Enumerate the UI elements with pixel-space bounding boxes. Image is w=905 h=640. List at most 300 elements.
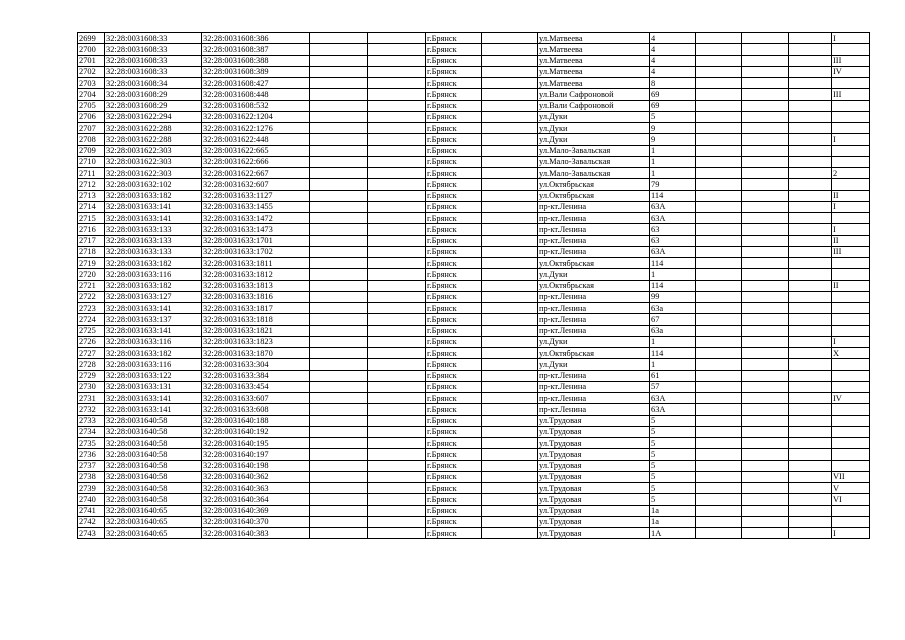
blank-cell-c (482, 100, 538, 111)
table-row (78, 201, 870, 212)
blank-cell-c (482, 280, 538, 291)
house-number-cell: 4 (650, 66, 696, 77)
blank-cell-d (696, 314, 742, 325)
room-number-cell (832, 449, 870, 460)
property-register-table (77, 32, 870, 539)
house-number-cell: 67 (650, 314, 696, 325)
blank-cell-d (696, 66, 742, 77)
blank-cell-c (482, 404, 538, 415)
room-number-cell: II (832, 190, 870, 201)
land-cadastral-number-cell: 32:28:0031633:182 (105, 258, 202, 269)
land-cadastral-number-cell: 32:28:0031640:65 (105, 505, 202, 516)
blank-cell-e (742, 66, 789, 77)
blank-cell-c (482, 246, 538, 257)
blank-cell-a (310, 348, 368, 359)
street-cell: пр-кт.Ленина (538, 224, 650, 235)
object-cadastral-number-cell: 32:28:0031640:363 (202, 483, 310, 494)
land-cadastral-number-cell: 32:28:0031633:127 (105, 291, 202, 302)
row-number-cell: 2701 (78, 55, 105, 66)
room-number-cell (832, 291, 870, 302)
blank-cell-a (310, 179, 368, 190)
street-cell: ул.Дуки (538, 269, 650, 280)
object-cadastral-number-cell: 32:28:0031633:1473 (202, 224, 310, 235)
table-row (78, 33, 870, 44)
blank-cell-f (789, 359, 832, 370)
blank-cell-b (368, 505, 426, 516)
blank-cell-b (368, 55, 426, 66)
blank-cell-e (742, 471, 789, 482)
blank-cell-e (742, 55, 789, 66)
blank-cell-d (696, 168, 742, 179)
city-cell: г.Брянск (426, 44, 482, 55)
blank-cell-f (789, 516, 832, 527)
row-number-cell: 2735 (78, 438, 105, 449)
blank-cell-f (789, 123, 832, 134)
house-number-cell: 4 (650, 44, 696, 55)
house-number-cell: 63А (650, 201, 696, 212)
city-cell: г.Брянск (426, 235, 482, 246)
blank-cell-e (742, 314, 789, 325)
blank-cell-e (742, 483, 789, 494)
object-cadastral-number-cell: 32:28:0031633:1816 (202, 291, 310, 302)
street-cell: ул.Матвеева (538, 55, 650, 66)
street-cell: пр-кт.Ленина (538, 393, 650, 404)
blank-cell-d (696, 100, 742, 111)
blank-cell-c (482, 471, 538, 482)
blank-cell-d (696, 348, 742, 359)
blank-cell-e (742, 224, 789, 235)
blank-cell-b (368, 246, 426, 257)
row-number-cell: 2724 (78, 314, 105, 325)
blank-cell-f (789, 336, 832, 347)
blank-cell-f (789, 381, 832, 392)
blank-cell-a (310, 168, 368, 179)
blank-cell-a (310, 235, 368, 246)
house-number-cell: 8 (650, 78, 696, 89)
land-cadastral-number-cell: 32:28:0031633:116 (105, 336, 202, 347)
house-number-cell: 5 (650, 415, 696, 426)
house-number-cell: 5 (650, 111, 696, 122)
blank-cell-d (696, 528, 742, 539)
blank-cell-c (482, 179, 538, 190)
blank-cell-a (310, 505, 368, 516)
blank-cell-f (789, 66, 832, 77)
city-cell: г.Брянск (426, 359, 482, 370)
table-row (78, 78, 870, 89)
room-number-cell (832, 303, 870, 314)
blank-cell-d (696, 370, 742, 381)
row-number-cell: 2706 (78, 111, 105, 122)
house-number-cell: 61 (650, 370, 696, 381)
row-number-cell: 2731 (78, 393, 105, 404)
street-cell: ул.Трудовая (538, 516, 650, 527)
street-cell: ул.Мало-Завальская (538, 168, 650, 179)
blank-cell-d (696, 269, 742, 280)
house-number-cell: 69 (650, 100, 696, 111)
blank-cell-c (482, 415, 538, 426)
street-cell: ул.Октябрьская (538, 280, 650, 291)
land-cadastral-number-cell: 32:28:0031640:65 (105, 516, 202, 527)
blank-cell-a (310, 213, 368, 224)
object-cadastral-number-cell: 32:28:0031633:1701 (202, 235, 310, 246)
blank-cell-d (696, 190, 742, 201)
street-cell: ул.Дуки (538, 336, 650, 347)
blank-cell-c (482, 224, 538, 235)
blank-cell-e (742, 134, 789, 145)
room-number-cell (832, 258, 870, 269)
blank-cell-a (310, 336, 368, 347)
blank-cell-c (482, 460, 538, 471)
blank-cell-d (696, 505, 742, 516)
blank-cell-f (789, 471, 832, 482)
blank-cell-a (310, 66, 368, 77)
city-cell: г.Брянск (426, 438, 482, 449)
blank-cell-d (696, 201, 742, 212)
city-cell: г.Брянск (426, 190, 482, 201)
row-number-cell: 2705 (78, 100, 105, 111)
row-number-cell: 2717 (78, 235, 105, 246)
land-cadastral-number-cell: 32:28:0031633:141 (105, 393, 202, 404)
blank-cell-e (742, 426, 789, 437)
city-cell: г.Брянск (426, 348, 482, 359)
table-row (78, 156, 870, 167)
land-cadastral-number-cell: 32:28:0031640:65 (105, 528, 202, 539)
table-row (78, 471, 870, 482)
blank-cell-c (482, 111, 538, 122)
room-number-cell (832, 213, 870, 224)
table-row (78, 179, 870, 190)
blank-cell-e (742, 393, 789, 404)
house-number-cell: 63 (650, 224, 696, 235)
room-number-cell (832, 460, 870, 471)
city-cell: г.Брянск (426, 449, 482, 460)
object-cadastral-number-cell: 32:28:0031608:427 (202, 78, 310, 89)
blank-cell-f (789, 44, 832, 55)
object-cadastral-number-cell: 32:28:0031622:665 (202, 145, 310, 156)
room-number-cell: III (832, 55, 870, 66)
row-number-cell: 2708 (78, 134, 105, 145)
row-number-cell: 2710 (78, 156, 105, 167)
land-cadastral-number-cell: 32:28:0031632:102 (105, 179, 202, 190)
street-cell: ул.Матвеева (538, 44, 650, 55)
land-cadastral-number-cell: 32:28:0031633:137 (105, 314, 202, 325)
blank-cell-e (742, 190, 789, 201)
city-cell: г.Брянск (426, 66, 482, 77)
blank-cell-c (482, 483, 538, 494)
blank-cell-a (310, 291, 368, 302)
land-cadastral-number-cell: 32:28:0031640:58 (105, 449, 202, 460)
blank-cell-e (742, 370, 789, 381)
blank-cell-a (310, 460, 368, 471)
blank-cell-a (310, 111, 368, 122)
city-cell: г.Брянск (426, 55, 482, 66)
blank-cell-a (310, 438, 368, 449)
room-number-cell: IV (832, 66, 870, 77)
row-number-cell: 2722 (78, 291, 105, 302)
house-number-cell: 5 (650, 494, 696, 505)
row-number-cell: 2700 (78, 44, 105, 55)
object-cadastral-number-cell: 32:28:0031633:1821 (202, 325, 310, 336)
blank-cell-c (482, 303, 538, 314)
blank-cell-a (310, 246, 368, 257)
blank-cell-c (482, 426, 538, 437)
row-number-cell: 2703 (78, 78, 105, 89)
object-cadastral-number-cell: 32:28:0031608:386 (202, 33, 310, 44)
blank-cell-e (742, 235, 789, 246)
row-number-cell: 2734 (78, 426, 105, 437)
blank-cell-b (368, 269, 426, 280)
row-number-cell: 2714 (78, 201, 105, 212)
city-cell: г.Брянск (426, 303, 482, 314)
house-number-cell: 79 (650, 179, 696, 190)
city-cell: г.Брянск (426, 528, 482, 539)
blank-cell-b (368, 449, 426, 460)
blank-cell-d (696, 78, 742, 89)
blank-cell-f (789, 213, 832, 224)
street-cell: ул.Трудовая (538, 449, 650, 460)
blank-cell-e (742, 381, 789, 392)
land-cadastral-number-cell: 32:28:0031640:58 (105, 494, 202, 505)
blank-cell-a (310, 280, 368, 291)
land-cadastral-number-cell: 32:28:0031640:58 (105, 460, 202, 471)
blank-cell-f (789, 145, 832, 156)
blank-cell-d (696, 381, 742, 392)
blank-cell-e (742, 528, 789, 539)
blank-cell-b (368, 100, 426, 111)
blank-cell-f (789, 100, 832, 111)
blank-cell-f (789, 348, 832, 359)
object-cadastral-number-cell: 32:28:0031640:197 (202, 449, 310, 460)
street-cell: ул.Мало-Завальская (538, 156, 650, 167)
room-number-cell: 2 (832, 168, 870, 179)
row-number-cell: 2733 (78, 415, 105, 426)
blank-cell-a (310, 370, 368, 381)
row-number-cell: 2739 (78, 483, 105, 494)
land-cadastral-number-cell: 32:28:0031608:34 (105, 78, 202, 89)
object-cadastral-number-cell: 32:28:0031640:369 (202, 505, 310, 516)
blank-cell-e (742, 123, 789, 134)
blank-cell-b (368, 483, 426, 494)
room-number-cell: VI (832, 494, 870, 505)
blank-cell-f (789, 246, 832, 257)
object-cadastral-number-cell: 32:28:0031608:389 (202, 66, 310, 77)
blank-cell-d (696, 471, 742, 482)
room-number-cell (832, 325, 870, 336)
blank-cell-f (789, 258, 832, 269)
blank-cell-c (482, 505, 538, 516)
blank-cell-a (310, 258, 368, 269)
row-number-cell: 2728 (78, 359, 105, 370)
house-number-cell: 5 (650, 483, 696, 494)
table-row (78, 494, 870, 505)
table-row (78, 123, 870, 134)
house-number-cell: 9 (650, 123, 696, 134)
table-row (78, 145, 870, 156)
house-number-cell: 114 (650, 280, 696, 291)
city-cell: г.Брянск (426, 33, 482, 44)
blank-cell-b (368, 190, 426, 201)
blank-cell-f (789, 393, 832, 404)
house-number-cell: 114 (650, 258, 696, 269)
blank-cell-c (482, 190, 538, 201)
blank-cell-a (310, 190, 368, 201)
blank-cell-d (696, 483, 742, 494)
land-cadastral-number-cell: 32:28:0031633:133 (105, 224, 202, 235)
land-cadastral-number-cell: 32:28:0031640:58 (105, 483, 202, 494)
object-cadastral-number-cell: 32:28:0031633:454 (202, 381, 310, 392)
city-cell: г.Брянск (426, 89, 482, 100)
blank-cell-c (482, 325, 538, 336)
blank-cell-b (368, 415, 426, 426)
blank-cell-c (482, 393, 538, 404)
blank-cell-b (368, 516, 426, 527)
house-number-cell: 99 (650, 291, 696, 302)
table-row (78, 426, 870, 437)
blank-cell-b (368, 33, 426, 44)
blank-cell-a (310, 359, 368, 370)
blank-cell-b (368, 438, 426, 449)
blank-cell-c (482, 494, 538, 505)
land-cadastral-number-cell: 32:28:0031633:131 (105, 381, 202, 392)
blank-cell-b (368, 78, 426, 89)
blank-cell-a (310, 381, 368, 392)
blank-cell-e (742, 258, 789, 269)
blank-cell-c (482, 348, 538, 359)
table-row (78, 505, 870, 516)
land-cadastral-number-cell: 32:28:0031633:182 (105, 280, 202, 291)
blank-cell-f (789, 201, 832, 212)
blank-cell-f (789, 404, 832, 415)
blank-cell-d (696, 123, 742, 134)
blank-cell-f (789, 269, 832, 280)
blank-cell-a (310, 44, 368, 55)
blank-cell-d (696, 89, 742, 100)
blank-cell-e (742, 359, 789, 370)
blank-cell-e (742, 156, 789, 167)
blank-cell-d (696, 494, 742, 505)
blank-cell-c (482, 381, 538, 392)
row-number-cell: 2716 (78, 224, 105, 235)
room-number-cell: I (832, 336, 870, 347)
blank-cell-e (742, 213, 789, 224)
blank-cell-f (789, 33, 832, 44)
city-cell: г.Брянск (426, 505, 482, 516)
row-number-cell: 2704 (78, 89, 105, 100)
blank-cell-e (742, 348, 789, 359)
land-cadastral-number-cell: 32:28:0031633:141 (105, 303, 202, 314)
object-cadastral-number-cell: 32:28:0031640:195 (202, 438, 310, 449)
land-cadastral-number-cell: 32:28:0031608:29 (105, 100, 202, 111)
blank-cell-f (789, 494, 832, 505)
object-cadastral-number-cell: 32:28:0031640:192 (202, 426, 310, 437)
blank-cell-e (742, 460, 789, 471)
blank-cell-d (696, 415, 742, 426)
table-row (78, 111, 870, 122)
street-cell: ул.Трудовая (538, 494, 650, 505)
table-row (78, 325, 870, 336)
blank-cell-f (789, 168, 832, 179)
city-cell: г.Брянск (426, 370, 482, 381)
street-cell: ул.Вали Сафроновой (538, 89, 650, 100)
blank-cell-f (789, 235, 832, 246)
object-cadastral-number-cell: 32:28:0031633:1823 (202, 336, 310, 347)
blank-cell-a (310, 224, 368, 235)
table-row (78, 449, 870, 460)
blank-cell-e (742, 505, 789, 516)
object-cadastral-number-cell: 32:28:0031608:532 (202, 100, 310, 111)
object-cadastral-number-cell: 32:28:0031633:1817 (202, 303, 310, 314)
row-number-cell: 2702 (78, 66, 105, 77)
table-row (78, 415, 870, 426)
street-cell: пр-кт.Ленина (538, 314, 650, 325)
blank-cell-f (789, 89, 832, 100)
blank-cell-d (696, 393, 742, 404)
house-number-cell: 5 (650, 471, 696, 482)
house-number-cell: 1 (650, 269, 696, 280)
house-number-cell: 4 (650, 55, 696, 66)
land-cadastral-number-cell: 32:28:0031633:141 (105, 325, 202, 336)
blank-cell-d (696, 325, 742, 336)
city-cell: г.Брянск (426, 123, 482, 134)
object-cadastral-number-cell: 32:28:0031640:362 (202, 471, 310, 482)
house-number-cell: 5 (650, 449, 696, 460)
blank-cell-b (368, 336, 426, 347)
row-number-cell: 2736 (78, 449, 105, 460)
room-number-cell (832, 426, 870, 437)
table-row (78, 314, 870, 325)
street-cell: пр-кт.Ленина (538, 291, 650, 302)
blank-cell-d (696, 156, 742, 167)
land-cadastral-number-cell: 32:28:0031622:303 (105, 168, 202, 179)
room-number-cell (832, 179, 870, 190)
blank-cell-d (696, 55, 742, 66)
street-cell: ул.Матвеева (538, 33, 650, 44)
blank-cell-f (789, 460, 832, 471)
house-number-cell: 57 (650, 381, 696, 392)
row-number-cell: 2732 (78, 404, 105, 415)
city-cell: г.Брянск (426, 483, 482, 494)
object-cadastral-number-cell: 32:28:0031632:607 (202, 179, 310, 190)
blank-cell-d (696, 246, 742, 257)
table-row (78, 269, 870, 280)
street-cell: ул.Матвеева (538, 66, 650, 77)
street-cell: ул.Октябрьская (538, 258, 650, 269)
house-number-cell: 1 (650, 156, 696, 167)
blank-cell-d (696, 258, 742, 269)
object-cadastral-number-cell: 32:28:0031633:1812 (202, 269, 310, 280)
blank-cell-e (742, 201, 789, 212)
blank-cell-c (482, 168, 538, 179)
house-number-cell: 114 (650, 190, 696, 201)
row-number-cell: 2730 (78, 381, 105, 392)
blank-cell-c (482, 269, 538, 280)
house-number-cell: 9 (650, 134, 696, 145)
blank-cell-f (789, 291, 832, 302)
blank-cell-b (368, 460, 426, 471)
row-number-cell: 2719 (78, 258, 105, 269)
object-cadastral-number-cell: 32:28:0031622:448 (202, 134, 310, 145)
object-cadastral-number-cell: 32:28:0031640:370 (202, 516, 310, 527)
room-number-cell: I (832, 528, 870, 539)
table-row (78, 348, 870, 359)
blank-cell-b (368, 393, 426, 404)
street-cell: ул.Вали Сафроновой (538, 100, 650, 111)
blank-cell-a (310, 494, 368, 505)
city-cell: г.Брянск (426, 426, 482, 437)
blank-cell-f (789, 314, 832, 325)
blank-cell-c (482, 235, 538, 246)
blank-cell-d (696, 33, 742, 44)
